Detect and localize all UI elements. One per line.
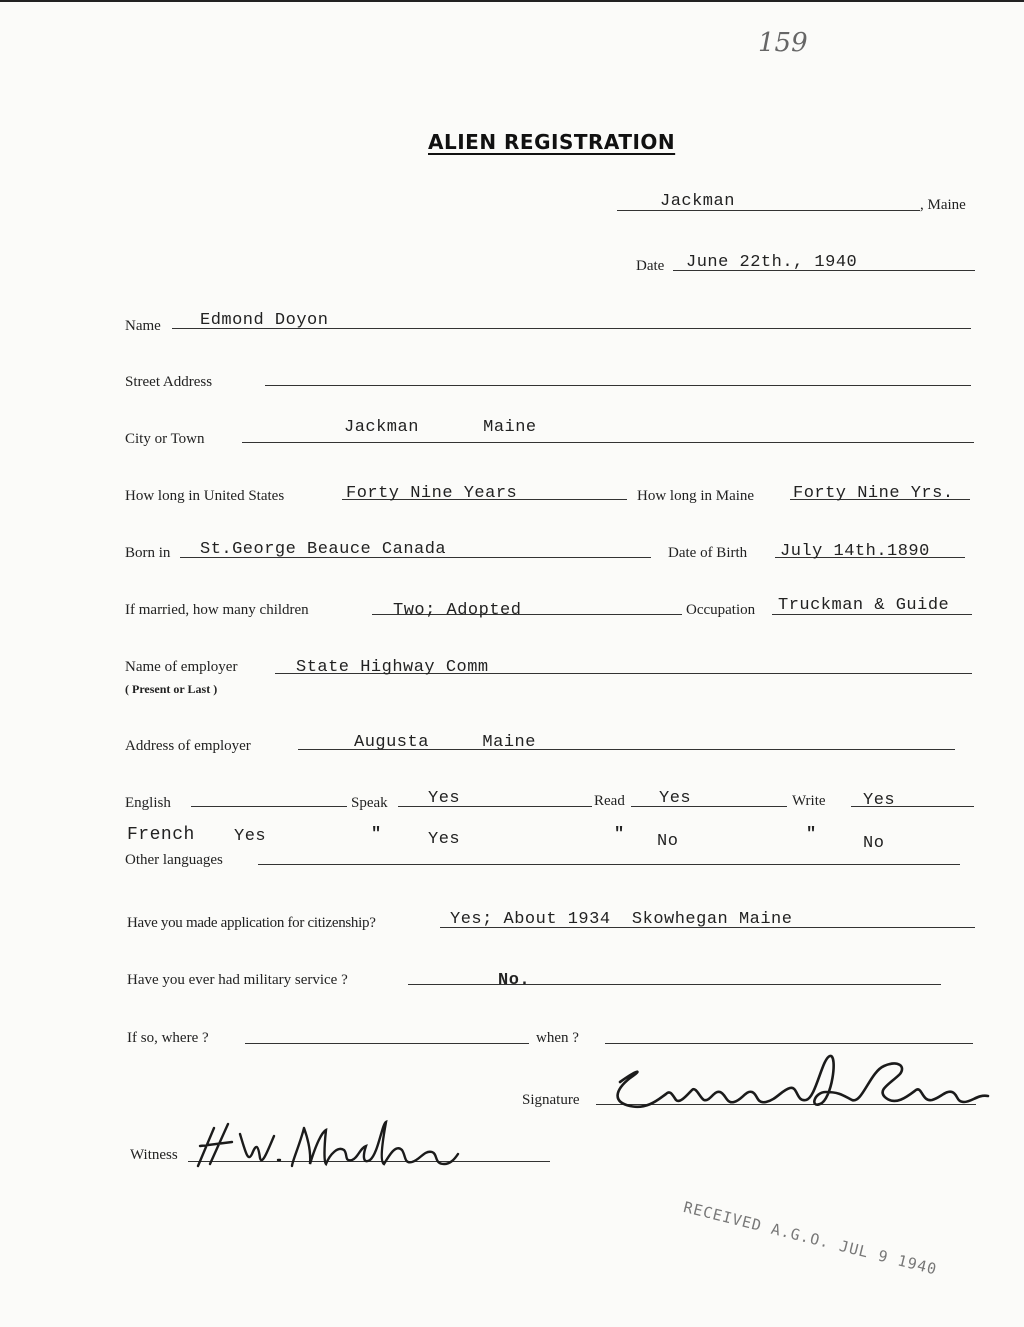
where-line: [245, 1043, 529, 1044]
street-label: Street Address: [125, 374, 213, 390]
military-line: [408, 984, 941, 985]
citizenship-label: Have you made application for citizenship?: [127, 915, 376, 931]
name-value: Edmond Doyon: [200, 311, 329, 330]
read-line: [631, 806, 787, 807]
ditto-read: ": [614, 825, 625, 844]
us-duration-label: How long in United States: [125, 488, 285, 504]
city-line: [242, 442, 974, 443]
born-label: Born in: [125, 545, 171, 561]
page-number: 159: [758, 28, 808, 58]
children-value: Two; Adopted: [393, 601, 522, 620]
ditto-speak: ": [371, 825, 382, 844]
signature-image: [600, 1050, 1000, 1120]
maine-duration-label: How long in Maine: [637, 488, 755, 504]
french-value: Yes: [234, 827, 267, 846]
name-label: Name: [125, 318, 161, 334]
us-duration-value: Forty Nine Years: [346, 484, 518, 503]
english-label: English: [125, 795, 171, 811]
french-write-value: No: [863, 834, 885, 853]
city-label: City or Town: [125, 431, 205, 447]
city-value: Jackman Maine: [344, 418, 537, 437]
english-line: [191, 806, 347, 807]
military-label: Have you ever had military service ?: [127, 972, 348, 988]
born-value: St.George Beauce Canada: [200, 540, 447, 559]
witness-label: Witness: [130, 1147, 178, 1163]
other-languages-line: [258, 864, 960, 865]
form-title: ALIEN REGISTRATION: [428, 130, 676, 154]
received-stamp-text: RECEIVED A.G.O. JUL 9 1940: [681, 1198, 940, 1279]
maine-duration-value: Forty Nine Yrs.: [793, 484, 954, 503]
occupation-label: Occupation: [686, 602, 756, 618]
employer-sub-label: ( Present or Last ): [125, 682, 218, 696]
english-read-value: Yes: [659, 789, 692, 808]
signature-label: Signature: [522, 1092, 580, 1108]
when-label: when ?: [536, 1030, 579, 1046]
when-line: [605, 1043, 973, 1044]
dob-value: July 14th.1890: [780, 542, 930, 561]
employer-value: State Highway Comm: [296, 658, 489, 677]
other-languages-label: Other languages: [125, 852, 223, 868]
received-stamp: [682, 1198, 939, 1279]
citizenship-value: Yes; About 1934 Skowhegan Maine: [450, 910, 793, 929]
occupation-value: Truckman & Guide: [778, 596, 950, 615]
read-label: Read: [594, 793, 625, 809]
state-label: , Maine: [920, 197, 966, 213]
french-speak-value: Yes: [428, 830, 461, 849]
date-label: Date: [636, 258, 665, 274]
english-write-value: Yes: [863, 791, 896, 810]
date-value: June 22th., 1940: [686, 253, 858, 272]
children-label: If married, how many children: [125, 602, 309, 618]
military-value: No.: [498, 971, 531, 990]
employer-address-label: Address of employer: [125, 738, 251, 754]
town-value: Jackman: [660, 192, 735, 211]
employer-label: Name of employer: [125, 659, 238, 675]
dob-label: Date of Birth: [668, 545, 748, 561]
ditto-write: ": [806, 825, 817, 844]
english-speak-value: Yes: [428, 789, 461, 808]
speak-label: Speak: [351, 795, 388, 811]
employer-address-value: Augusta Maine: [354, 733, 536, 752]
street-line: [265, 385, 971, 386]
where-label: If so, where ?: [127, 1030, 209, 1046]
french-label: French: [127, 825, 195, 845]
french-read-value: No: [657, 832, 679, 851]
witness-signature-image: [188, 1114, 488, 1170]
write-label: Write: [792, 793, 826, 809]
